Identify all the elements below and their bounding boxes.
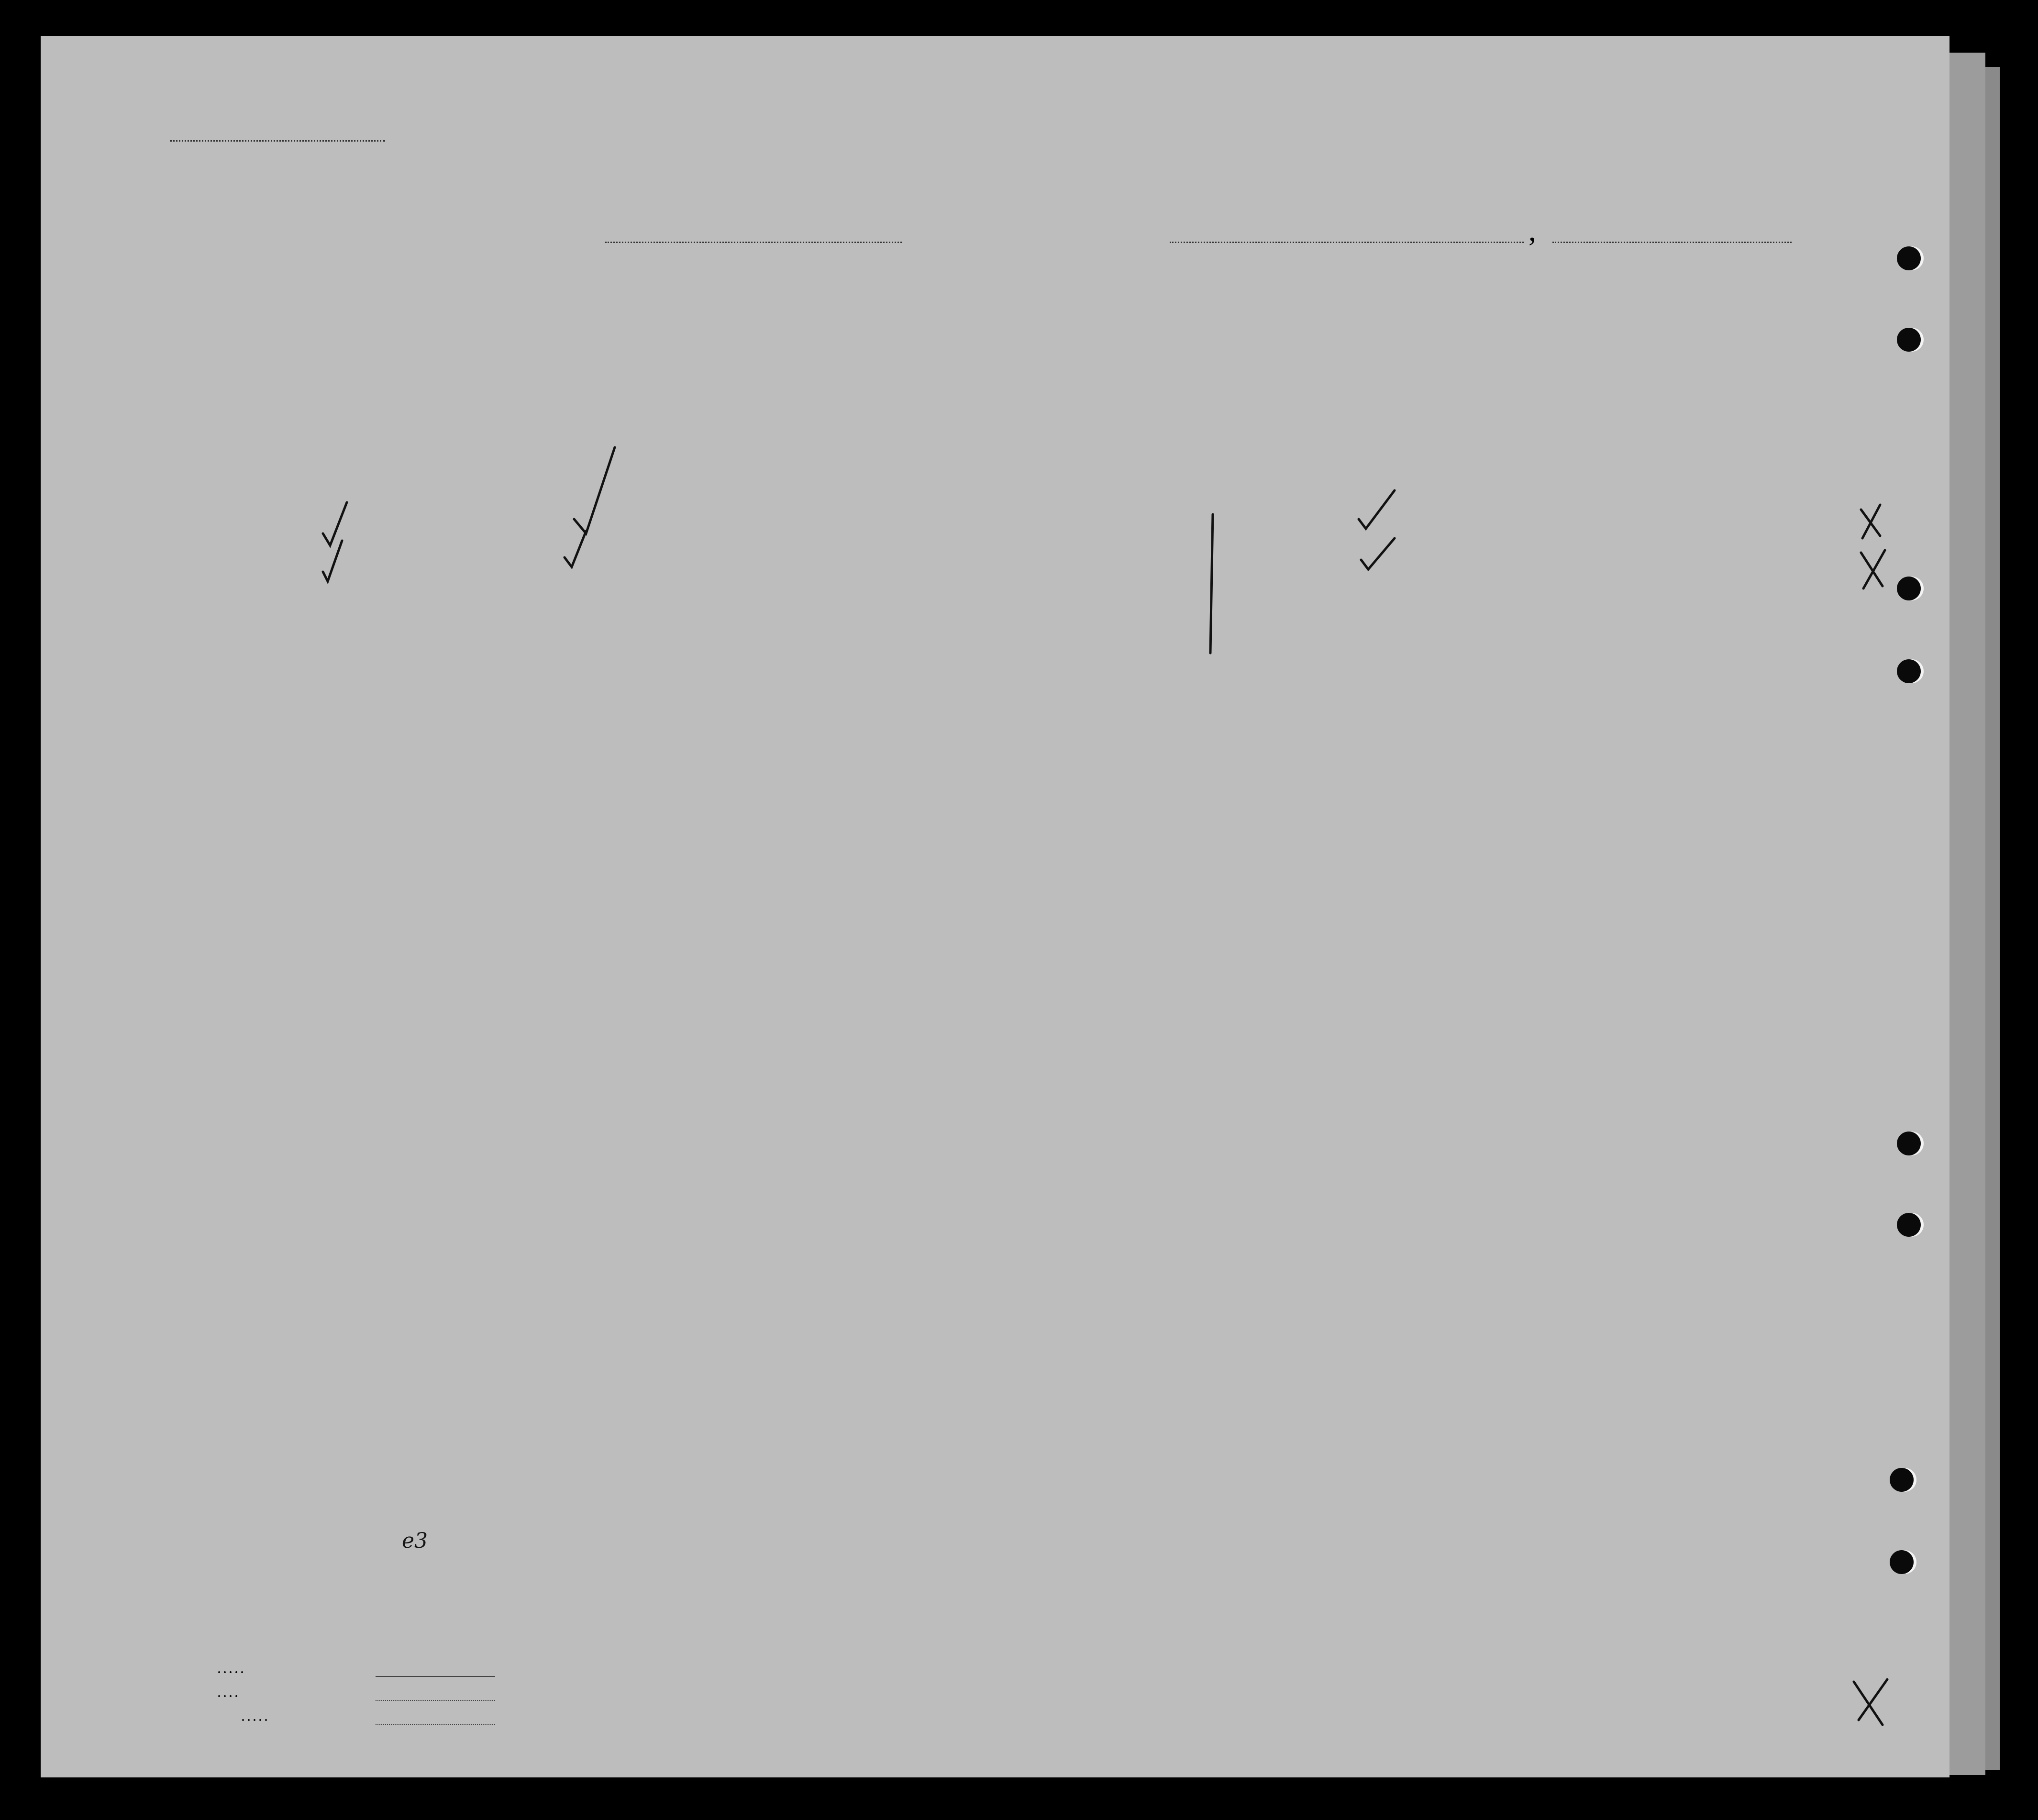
binder-hole bbox=[1897, 328, 1921, 352]
checkmark bbox=[1361, 538, 1395, 569]
checkmark bbox=[323, 502, 347, 545]
citizens-line bbox=[376, 1700, 495, 1701]
binder-hole bbox=[1897, 246, 1921, 270]
cross-mark bbox=[1854, 1679, 1887, 1725]
aliens-label: . . . . . bbox=[242, 1711, 267, 1724]
binder-hole bbox=[1890, 1550, 1914, 1574]
checkmark bbox=[565, 531, 586, 567]
manifest-sheet bbox=[41, 36, 1949, 1777]
checkmark bbox=[1359, 490, 1395, 529]
stray-mark bbox=[1210, 514, 1213, 653]
total-passengers-label: . . . . . bbox=[218, 1664, 244, 1676]
handwritten-marks bbox=[41, 36, 1949, 1777]
us-citizens-label: . . . . bbox=[218, 1687, 238, 1700]
comma: , bbox=[1528, 213, 1536, 247]
binder-hole bbox=[1897, 1213, 1921, 1237]
checkmark bbox=[574, 447, 615, 533]
stray-mark-text: e3 bbox=[402, 1529, 428, 1553]
cross-mark bbox=[1861, 550, 1885, 588]
cross-mark bbox=[1861, 505, 1880, 538]
binder-hole bbox=[1897, 1132, 1921, 1155]
total-line bbox=[376, 1676, 495, 1677]
checkmark bbox=[323, 541, 342, 581]
binder-hole bbox=[1897, 659, 1921, 683]
binder-hole bbox=[1890, 1468, 1914, 1492]
binder-hole bbox=[1897, 577, 1921, 600]
aliens-line bbox=[376, 1724, 495, 1725]
